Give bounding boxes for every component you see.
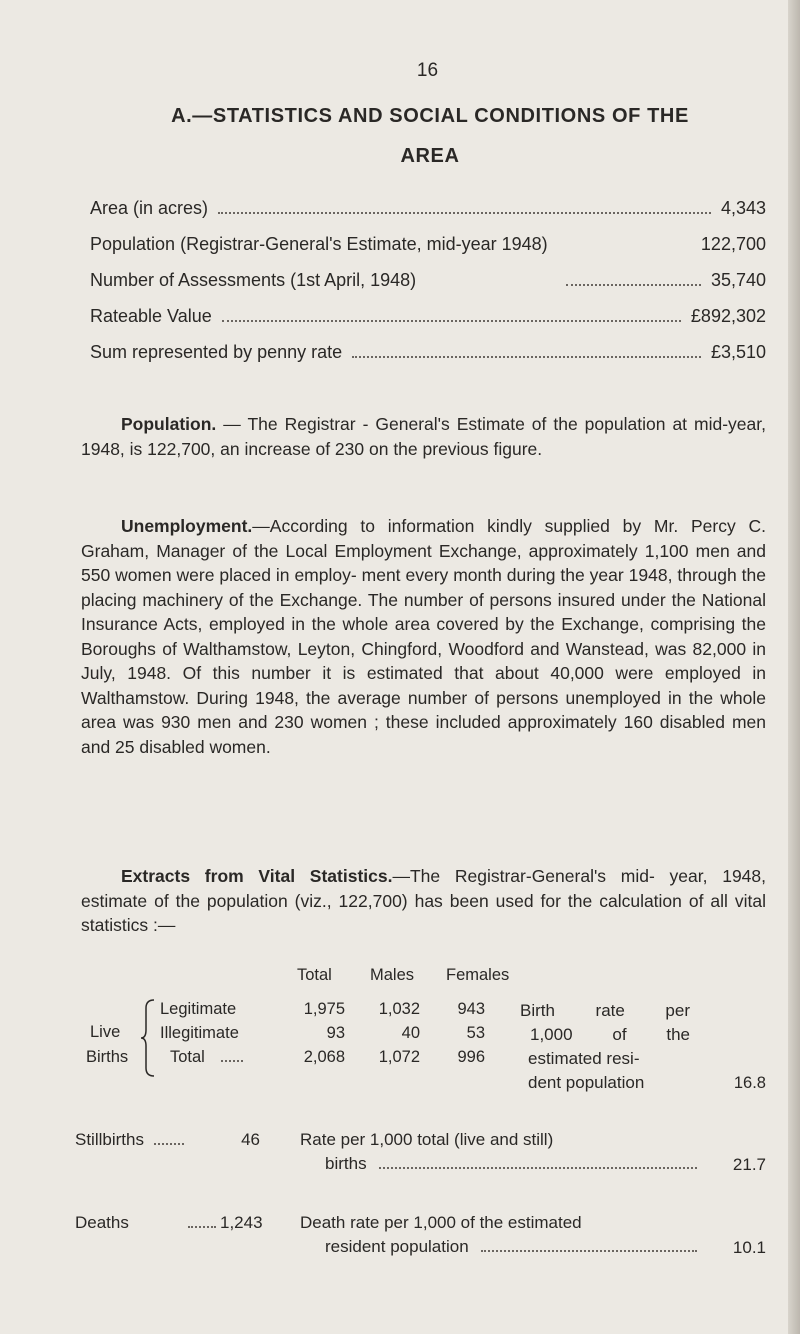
- row-illegitimate-females: 53: [466, 1024, 485, 1042]
- birth-rate-text-3: estimated resi-: [528, 1049, 640, 1068]
- unemployment-paragraph: Unemployment.—According to information kindly supplied by Mr. Percy C. Graham, Manager of the Local Employment Exchange, approximately 1,100 men and 550 women were placed in employ- ment every month during the year 1948, through the placing machinery of the Exchange. The number of persons insured under the National Insurance Acts, employed in the whole area covered by the Exchange, comprising the Boroughs of Walthamstow, Leyton, Chingford, Woodford and Wanstead, was 82,000 in July, 1948. Of this number it is estimated that about 40,000 were employed in Walthamstow. During 1948, the average number of persons unemployed in the whole area was 930 men and 230 women ; these included approximately 160 disabled men and 25 disabled women.: [81, 516, 766, 757]
- stillbirths-label: Stillbirths: [75, 1130, 184, 1150]
- deaths-label: Deaths: [75, 1213, 129, 1232]
- col-header-total: Total: [297, 966, 332, 984]
- stat-row-population: Population (Registrar-General's Estimate, mid-year 1948) 122,700: [90, 234, 766, 254]
- leader-dots: [566, 270, 701, 286]
- leader-dots: [222, 306, 681, 322]
- birth-rate-text-1: Birth rate per: [520, 1001, 690, 1020]
- row-legitimate-total: 1,975: [303, 1000, 345, 1018]
- row-total-total: 2,068: [303, 1048, 345, 1066]
- row-illegitimate-label: Illegitimate: [160, 1024, 239, 1042]
- row-illegitimate-males: 40: [401, 1024, 420, 1042]
- page-edge: [788, 0, 800, 1334]
- birth-rate-text-2: 1,000 of the: [530, 1025, 690, 1044]
- death-rate-text-2: resident population: [325, 1237, 697, 1257]
- death-rate-value: 10.1: [732, 1238, 766, 1257]
- stillbirths-value: 46: [241, 1130, 260, 1149]
- col-header-males: Males: [370, 966, 415, 984]
- row-total-label: Total: [170, 1048, 243, 1067]
- row-total-females: 996: [457, 1048, 485, 1066]
- leader-dots: [218, 198, 711, 214]
- stat-row-rateable: Rateable Value £892,302: [90, 306, 766, 326]
- row-legitimate-males: 1,032: [378, 1000, 420, 1018]
- birth-rate-text-4: dent population: [528, 1073, 645, 1092]
- live-births-label: Live: [90, 1023, 121, 1041]
- live-births-label-2: Births: [86, 1048, 129, 1066]
- stat-row-area: Area (in acres) 4,343: [90, 198, 766, 218]
- row-total-males: 1,072: [378, 1048, 420, 1066]
- death-rate-text-1: Death rate per 1,000 of the estimated: [300, 1213, 582, 1232]
- leader-dots: [352, 342, 701, 358]
- section-heading-cont: AREA: [400, 145, 460, 167]
- section-heading: A.—STATISTICS AND SOCIAL CONDITIONS OF THE: [171, 105, 689, 127]
- still-rate-text-2: births: [325, 1154, 697, 1174]
- still-rate-value: 21.7: [732, 1155, 766, 1174]
- page-number: 16: [416, 60, 439, 81]
- brace-icon: [140, 998, 158, 1078]
- vital-statistics-paragraph: Extracts from Vital Statistics.—The Registrar-General's mid- year, 1948, estimate of the population (viz., 122,700) has been used for the calculation of all vital statistics :—: [81, 866, 767, 935]
- birth-rate-value: 16.8: [733, 1074, 766, 1092]
- row-legitimate-females: 943: [457, 1000, 485, 1018]
- population-paragraph: Population. — The Registrar - General's Estimate of the population at mid-year, 1948, is 122,700, an increase of 230 on the previous figure.: [81, 414, 766, 459]
- col-header-females: Females: [446, 966, 510, 984]
- still-rate-text-1: Rate per 1,000 total (live and still): [300, 1130, 554, 1149]
- row-illegitimate-total: 93: [326, 1024, 345, 1042]
- stat-row-penny-rate: Sum represented by penny rate £3,510: [90, 342, 766, 362]
- deaths-value: 1,243: [188, 1213, 263, 1233]
- row-legitimate-label: Legitimate: [160, 1000, 237, 1018]
- stat-row-assessments: Number of Assessments (1st April, 1948) 35,740: [90, 270, 766, 290]
